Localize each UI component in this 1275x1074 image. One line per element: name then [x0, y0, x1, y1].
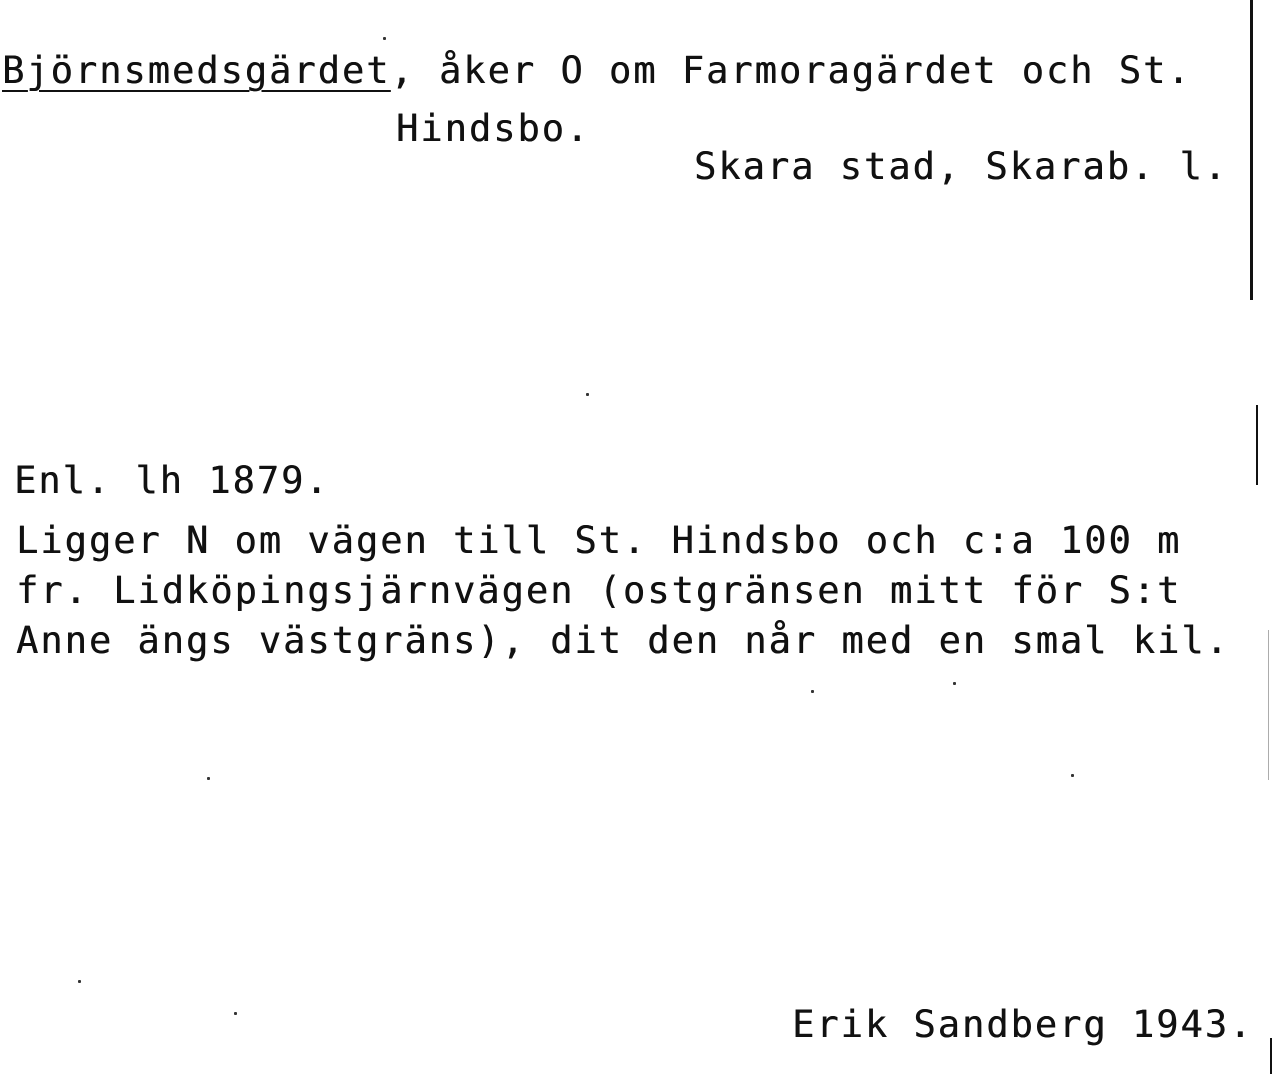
right-edge-line [1268, 630, 1269, 780]
scan-speck [811, 690, 814, 693]
right-edge-line [1256, 405, 1258, 485]
scan-speck [586, 393, 589, 396]
parish-district: Skara stad, Skarab. l. [694, 145, 1229, 188]
description-line: Ligger N om vägen till St. Hindsbo och c:a 100 m [16, 519, 1182, 562]
scan-speck [207, 777, 210, 780]
source-reference: Enl. lh 1879. [14, 459, 330, 502]
place-name-headword: Björnsmedsgärdet [2, 49, 391, 92]
description-line: Anne ängs västgräns), dit den når med en smal kil. [16, 619, 1230, 662]
heading-continuation: Hindsbo. [396, 107, 591, 150]
right-edge-line [1250, 0, 1253, 300]
heading-line [2, 49, 1192, 92]
scan-speck [953, 682, 956, 685]
scan-speck [1071, 774, 1074, 777]
heading-location: , åker O om Farmoragärdet och St. [390, 49, 1192, 92]
signature: Erik Sandberg 1943. [792, 1003, 1254, 1046]
scan-speck [234, 1012, 237, 1015]
description-line: fr. Lidköpingsjärnvägen (ostgränsen mitt för S:t [16, 569, 1182, 612]
right-edge-line [1270, 1038, 1272, 1074]
scan-speck [383, 37, 386, 40]
scan-speck [78, 980, 81, 983]
